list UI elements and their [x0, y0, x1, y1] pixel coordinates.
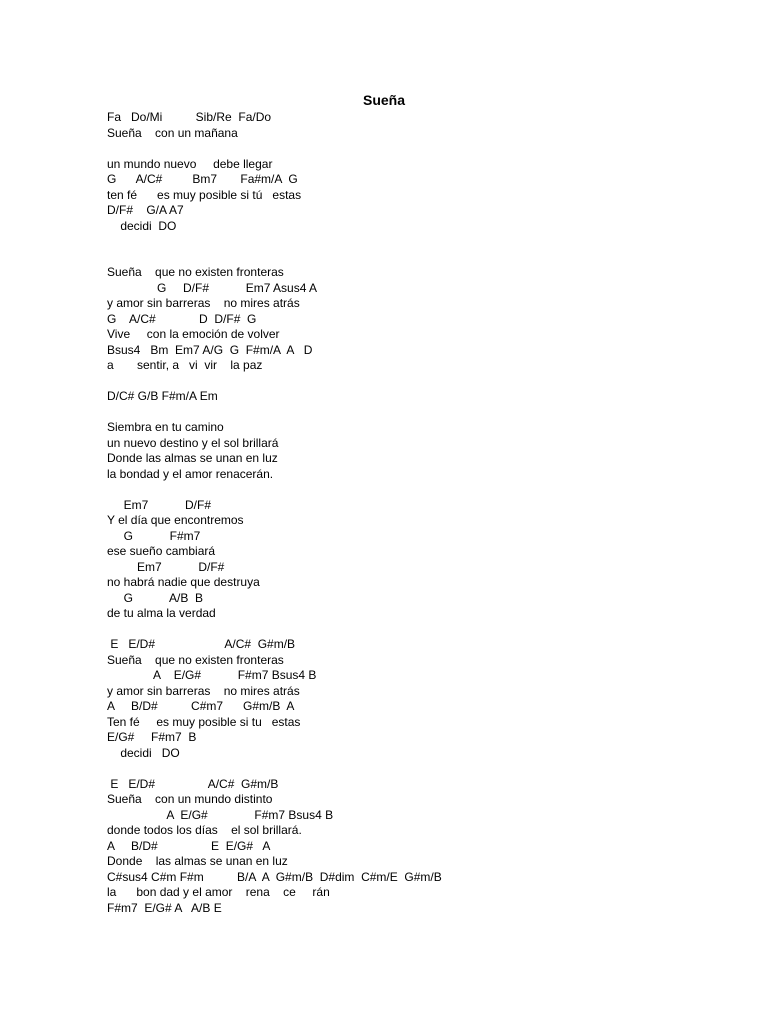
sheet-line: A B/D# C#m7 G#m/B A	[107, 699, 295, 713]
sheet-line: Donde las almas se unan en luz	[107, 854, 288, 868]
sheet-line: decidi DO	[107, 745, 180, 760]
sheet-line: G A/C# Bm7 Fa#m/A G	[107, 172, 298, 186]
sheet-line: Ten fé es muy posible si tu estas	[107, 714, 301, 729]
sheet-line: Sueña que no existen fronteras	[107, 652, 284, 667]
sheet-line: donde todos los días el sol brillará.	[107, 823, 302, 837]
sheet-line: Vive con la emoción de volver	[107, 327, 280, 341]
sheet-line	[107, 250, 727, 266]
sheet-line: D/F# G/A A7	[107, 203, 184, 217]
sheet-line: C#sus4 C#m F#m B/A A G#m/B D#dim C#m/E G#m/B	[107, 869, 442, 884]
sheet-line: Bsus4 Bm Em7 A/G G F#m/A A D	[107, 342, 313, 357]
sheet-line: a sentir, a vi vir la paz	[107, 358, 263, 372]
sheet-line: E E/D# A/C# G#m/B	[107, 776, 279, 791]
sheet-line: Siembra en tu camino	[107, 420, 224, 434]
sheet-line: E E/D# A/C# G#m/B	[107, 637, 296, 651]
sheet-line: Em7 D/F#	[107, 559, 225, 574]
sheet-line	[107, 761, 727, 777]
sheet-line	[107, 482, 727, 498]
sheet-line: A B/D# E E/G# A	[107, 838, 271, 853]
sheet-line: Em7 D/F#	[107, 497, 212, 512]
sheet-line: F#m7 E/G# A A/B E	[107, 900, 222, 915]
sheet-line	[107, 141, 727, 157]
sheet-line	[107, 374, 727, 390]
sheet-line	[107, 234, 727, 250]
sheet-line: y amor sin barreras no mires atrás	[107, 683, 300, 698]
sheet-line: D/C# G/B F#m/A Em	[107, 389, 218, 403]
sheet-line: G F#m7	[107, 528, 201, 543]
sheet-line: G D/F# Em7 Asus4 A	[107, 280, 318, 295]
sheet-line: y amor sin barreras no mires atrás	[107, 296, 300, 310]
sheet-line: Sueña que no existen fronteras	[107, 265, 284, 279]
song-title	[0, 90, 768, 110]
song-title-text: Sueña	[362, 92, 405, 108]
sheet-line: no habrá nadie que destruya	[107, 575, 260, 589]
sheet-line: Sueña con un mañana	[107, 125, 238, 140]
sheet-line: la bon dad y el amor rena ce rán	[107, 885, 330, 899]
sheet-line	[107, 622, 727, 638]
sheet-line: un mundo nuevo debe llegar	[107, 156, 273, 171]
sheet-line: A E/G# F#m7 Bsus4 B	[107, 807, 334, 822]
sheet-line: decidi DO	[107, 218, 177, 233]
sheet-line	[107, 405, 727, 421]
sheet-line: la bondad y el amor renacerán.	[107, 466, 274, 481]
sheet-line: Sueña con un mundo distinto	[107, 792, 273, 806]
sheet-line: G A/C# D D/F# G	[107, 311, 257, 326]
sheet-line: ten fé es muy posible si tú estas	[107, 187, 302, 202]
sheet-line: G A/B B	[107, 590, 204, 605]
sheet-line: E/G# F#m7 B	[107, 730, 197, 744]
sheet-line: ese sueño cambiará	[107, 544, 216, 558]
sheet-line: un nuevo destino y el sol brillará	[107, 435, 279, 450]
sheet-line: Fa Do/Mi Sib/Re Fa/Do	[107, 110, 272, 124]
sheet-line: de tu alma la verdad	[107, 606, 216, 620]
sheet-line: Donde las almas se unan en luz	[107, 451, 278, 465]
lyrics-chord-sheet	[107, 110, 727, 916]
sheet-line: A E/G# F#m7 Bsus4 B	[107, 668, 317, 682]
sheet-line: Y el día que encontremos	[107, 513, 244, 527]
